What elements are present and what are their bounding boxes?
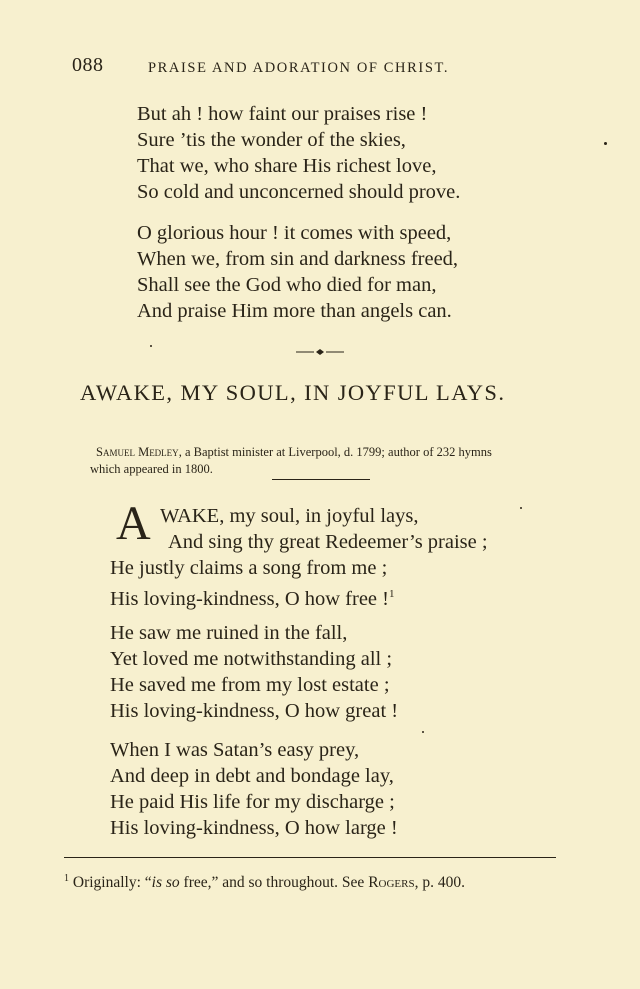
hymn-stanza-2 xyxy=(110,620,398,724)
running-title: PRAISE AND ADORATION OF CHRIST. xyxy=(148,60,450,76)
drop-cap: A xyxy=(116,497,151,550)
footnote-emphasis: is so xyxy=(151,874,180,892)
author-note-continued: which appeared in 1800. xyxy=(90,462,213,476)
verse-line: Shall see the God who died for man, xyxy=(137,274,437,296)
verse-line: He saw me ruined in the fall, xyxy=(110,622,348,644)
page-speck xyxy=(422,731,424,733)
verse-line: His loving-kindness, O how great ! xyxy=(110,700,399,722)
verse-line: He saved me from my lost estate ; xyxy=(110,674,390,696)
verse-line: Yet loved me notwithstanding all ; xyxy=(110,648,393,670)
verse-line: And praise Him more than angels can. xyxy=(137,300,452,322)
short-rule xyxy=(272,479,370,480)
verse-line: When we, from sin and darkness freed, xyxy=(137,248,459,270)
footnote-mark: 1 xyxy=(64,873,69,884)
page-number: 088 xyxy=(72,54,104,76)
verse-line: And sing thy great Redeemer’s praise ; xyxy=(168,531,488,553)
hymn-stanza-3 xyxy=(110,737,398,841)
footnote xyxy=(64,873,465,892)
verse-line: And deep in debt and bondage lay, xyxy=(110,765,394,787)
verse-line: He paid His life for my discharge ; xyxy=(110,791,395,813)
previous-hymn-stanza-2 xyxy=(137,220,458,324)
footnote-reference: 1 xyxy=(388,588,395,600)
page-speck xyxy=(150,345,152,347)
page-speck xyxy=(520,507,522,509)
hymn-stanza-1-closing xyxy=(110,555,394,612)
verse-line-with-footnote xyxy=(110,581,394,612)
page-speck xyxy=(604,142,607,145)
verse-line: That we, who share His richest love, xyxy=(137,155,437,177)
footnote-text: Originally: “ xyxy=(72,874,152,892)
author-attribution xyxy=(90,444,566,478)
hymn-title: AWAKE, MY SOUL, IN JOYFUL LAYS. xyxy=(80,380,506,405)
footnote-reference-name: Rogers xyxy=(368,874,415,892)
verse-line: But ah ! how faint our praises rise ! xyxy=(137,103,428,125)
verse-line: Sure ’tis the wonder of the skies, xyxy=(137,129,406,151)
verse-line: He justly claims a song from me ; xyxy=(110,557,388,579)
verse-line: O glorious hour ! it comes with speed, xyxy=(137,222,452,244)
hymn-stanza-1-opening xyxy=(160,503,488,555)
verse-line: So cold and unconcerned should prove. xyxy=(137,181,461,203)
author-name: Samuel Medley xyxy=(96,445,179,459)
verse-line: When I was Satan’s easy prey, xyxy=(110,739,360,761)
previous-hymn-stanza-1 xyxy=(137,101,460,205)
verse-line: WAKE, my soul, in joyful lays, xyxy=(160,505,419,527)
footnote-text-continued: free,” and so throughout. See xyxy=(179,874,365,892)
verse-text: His loving-kindness, O how free ! xyxy=(110,587,389,610)
section-divider-ornament xyxy=(296,342,344,362)
footnote-rule xyxy=(64,857,556,858)
author-note: , a Baptist minister at Liverpool, d. 1799; author of 232 hymns xyxy=(178,445,492,459)
verse-line: His loving-kindness, O how large ! xyxy=(110,817,398,839)
footnote-reference-page: , p. 400. xyxy=(414,874,465,892)
page-header xyxy=(72,54,502,82)
